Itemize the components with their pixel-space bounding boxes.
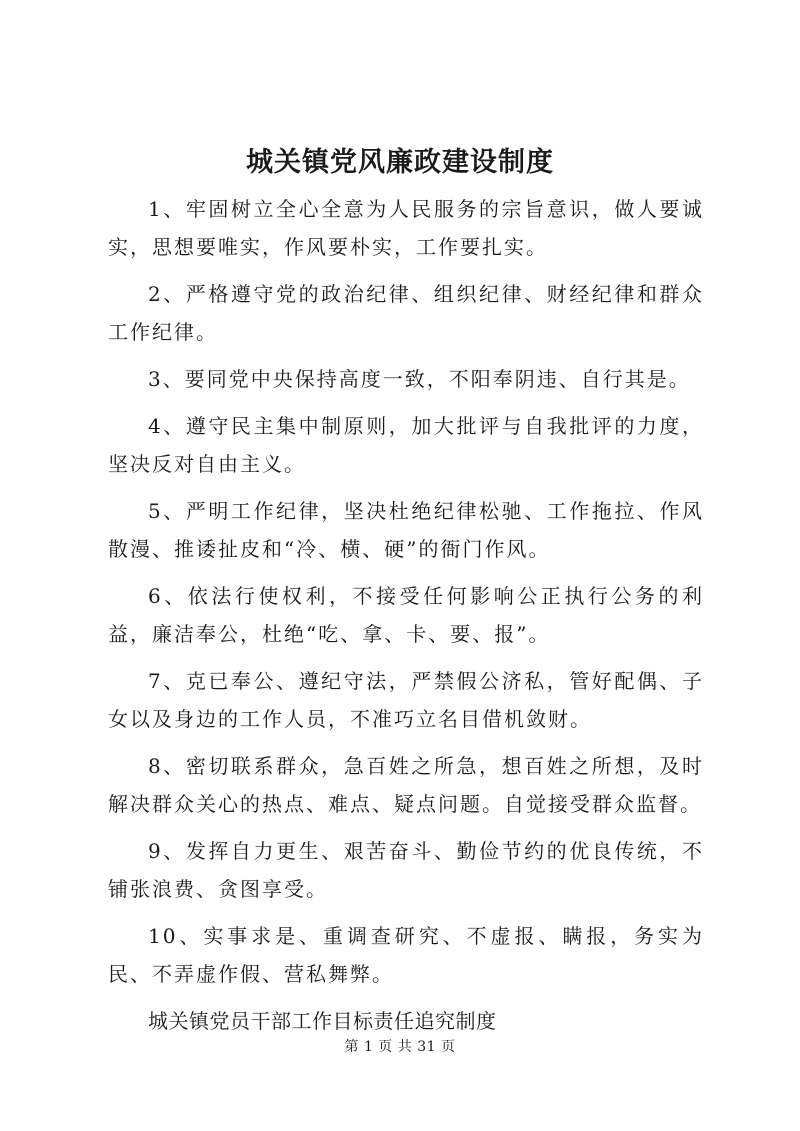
- paragraph-2: 2、严格遵守党的政治纪律、组织纪律、财经纪律和群众工作纪律。: [108, 282, 704, 344]
- document-title: 城关镇党风廉政建设制度: [246, 147, 554, 178]
- next-section-title: 城关镇党员干部工作目标责任追究制度: [148, 1009, 497, 1033]
- page-number-label: 第 1 页 共 31 页: [344, 1039, 456, 1055]
- paragraph-4: 4、遵守民主集中制原则，加大批评与自我批评的力度，坚决反对自由主义。: [108, 414, 704, 476]
- paragraph-8: 8、密切联系群众，急百姓之所急，想百姓之所想，及时解决群众关心的热点、难点、疑点问题。自觉接受群众监督。: [108, 754, 704, 816]
- paragraph-7: 7、克已奉公、遵纪守法，严禁假公济私，管好配偶、子女以及身边的工作人员，不准巧立名目借机敛财。: [108, 669, 704, 731]
- paragraph-9: 9、发挥自力更生、艰苦奋斗、勤俭节约的优良传统，不铺张浪费、贪图享受。: [108, 839, 704, 901]
- paragraph-1: 1、牢固树立全心全意为人民服务的宗旨意识，做人要诚实，思想要唯实，作风要朴实，工作要扎实。: [108, 197, 704, 259]
- paragraph-3: 3、要同党中央保持高度一致，不阳奉阴违、自行其是。: [148, 367, 691, 391]
- paragraph-6: 6、依法行使权利，不接受任何影响公正执行公务的利益，廉洁奉公，杜绝“吃、拿、卡、要、报”。: [108, 584, 704, 646]
- page-footer: [0, 1037, 800, 1057]
- document-body: [108, 190, 704, 1040]
- paragraph-10: 10、实事求是、重调查研究、不虚报、瞒报，务实为民、不弄虚作假、营私舞弊。: [108, 924, 704, 986]
- paragraph-5: 5、严明工作纪律，坚决杜绝纪律松驰、工作拖拉、作风散漫、推诿扯皮和“冷、横、硬”的衙门作风。: [108, 499, 704, 561]
